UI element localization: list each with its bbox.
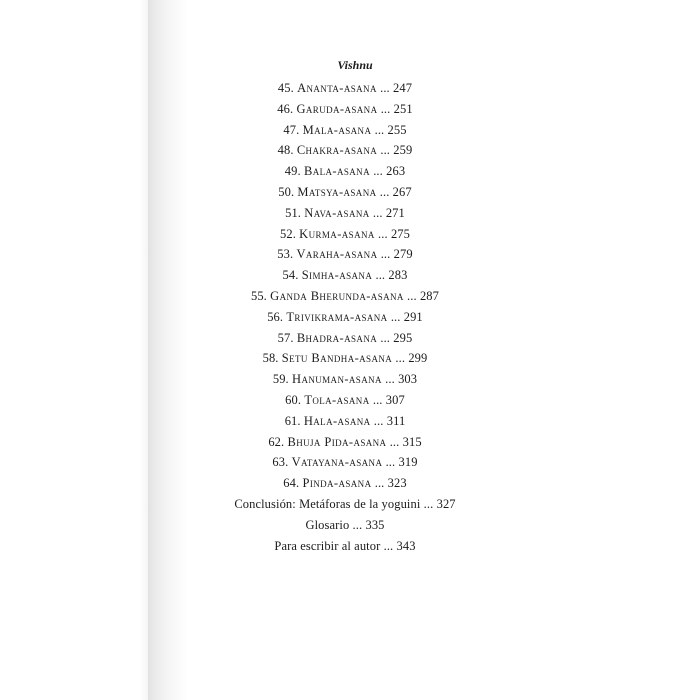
toc-entries bbox=[170, 78, 520, 494]
entry-page: 267 bbox=[392, 184, 412, 199]
entry-title: Chakra-asana bbox=[296, 143, 378, 158]
toc-back-matter-entry bbox=[170, 515, 520, 536]
toc-back-matter bbox=[170, 494, 520, 556]
entry-page: 295 bbox=[393, 330, 413, 345]
entry-title: Ananta-asana bbox=[297, 81, 377, 95]
entry-page: 343 bbox=[396, 538, 416, 553]
toc-entry bbox=[170, 369, 520, 390]
entry-separator: ... bbox=[373, 164, 383, 179]
entry-number: 56. bbox=[267, 309, 284, 324]
entry-page: 251 bbox=[393, 101, 413, 116]
toc-entry bbox=[170, 432, 520, 453]
entry-number: 60. bbox=[285, 392, 302, 407]
toc-entry bbox=[170, 328, 520, 349]
entry-separator: ... bbox=[385, 372, 395, 387]
entry-separator: ... bbox=[407, 288, 417, 303]
toc-entry bbox=[170, 411, 520, 432]
entry-number: 63. bbox=[272, 455, 289, 470]
entry-page: 299 bbox=[408, 351, 428, 366]
entry-number: 48. bbox=[277, 143, 294, 158]
entry-separator: ... bbox=[395, 351, 406, 366]
entry-page: 327 bbox=[436, 496, 456, 511]
entry-separator: ... bbox=[352, 517, 363, 532]
toc-entry bbox=[170, 120, 520, 141]
entry-page: 271 bbox=[385, 205, 405, 220]
entry-number: 52. bbox=[280, 226, 296, 241]
toc-entry bbox=[170, 244, 520, 265]
toc-entry bbox=[170, 182, 520, 203]
toc-entry bbox=[170, 140, 520, 161]
entry-number: 55. bbox=[250, 288, 267, 303]
entry-title: Trivikrama-asana bbox=[286, 309, 388, 324]
entry-separator: ... bbox=[372, 205, 383, 220]
entry-separator: ... bbox=[389, 434, 400, 449]
entry-separator: ... bbox=[380, 143, 391, 158]
entry-title: Tola-asana bbox=[304, 392, 370, 407]
entry-page: 311 bbox=[386, 413, 406, 428]
entry-separator: ... bbox=[374, 476, 385, 491]
toc-back-matter-entry bbox=[170, 536, 520, 557]
entry-page: 247 bbox=[393, 81, 413, 95]
entry-page: 291 bbox=[403, 309, 423, 324]
entry-page: 275 bbox=[390, 226, 410, 241]
entry-separator: ... bbox=[380, 101, 391, 116]
entry-number: 64. bbox=[283, 476, 300, 491]
entry-number: 45. bbox=[277, 81, 294, 95]
entry-title: Glosario bbox=[305, 517, 350, 532]
entry-title: Setu Bandha-asana bbox=[281, 351, 393, 366]
entry-page: 335 bbox=[365, 517, 385, 532]
toc-entry bbox=[170, 348, 520, 369]
entry-title: Ganda Bherunda-asana bbox=[270, 288, 404, 303]
entry-separator: ... bbox=[380, 247, 391, 262]
entry-page: 303 bbox=[398, 372, 418, 387]
entry-title: Conclusión: Metáforas de la yoguini bbox=[234, 496, 421, 511]
entry-page: 315 bbox=[402, 434, 422, 449]
toc-entry bbox=[170, 473, 520, 494]
entry-title: Mala-asana bbox=[302, 122, 372, 137]
entry-title: Varaha-asana bbox=[296, 247, 378, 262]
entry-title: Matsya-asana bbox=[297, 184, 377, 199]
entry-title: Pinda-asana bbox=[302, 476, 372, 491]
table-of-contents bbox=[170, 58, 520, 556]
toc-entry bbox=[170, 307, 520, 328]
entry-page: 259 bbox=[393, 143, 413, 158]
toc-entry bbox=[170, 286, 520, 307]
toc-entry bbox=[170, 161, 520, 182]
entry-separator: ... bbox=[380, 330, 391, 345]
entry-page: 319 bbox=[398, 455, 418, 470]
entry-number: 49. bbox=[284, 164, 301, 179]
entry-number: 54. bbox=[282, 268, 299, 283]
entry-title: Bhuja Pida-asana bbox=[287, 434, 387, 449]
entry-separator: ... bbox=[385, 455, 396, 470]
entry-number: 47. bbox=[283, 122, 300, 137]
entry-number: 50. bbox=[278, 184, 295, 199]
entry-separator: ... bbox=[379, 184, 390, 199]
toc-entry bbox=[170, 203, 520, 224]
toc-entry bbox=[170, 99, 520, 120]
entry-number: 53. bbox=[277, 247, 294, 262]
entry-separator: ... bbox=[378, 226, 388, 241]
entry-separator: ... bbox=[383, 538, 394, 553]
entry-title: Kurma-asana bbox=[299, 226, 375, 241]
entry-separator: ... bbox=[380, 81, 390, 95]
toc-entry bbox=[170, 265, 520, 286]
entry-page: 287 bbox=[419, 288, 440, 303]
toc-entry bbox=[170, 78, 520, 99]
section-heading: Vishnu bbox=[337, 58, 373, 72]
entry-separator: ... bbox=[423, 496, 434, 511]
entry-title: Hala-asana bbox=[303, 413, 371, 428]
entry-title: Para escribir al autor bbox=[274, 538, 381, 553]
entry-number: 61. bbox=[284, 413, 301, 428]
entry-page: 283 bbox=[388, 268, 408, 283]
entry-title: Nava-asana bbox=[304, 205, 370, 220]
entry-title: Bhadra-asana bbox=[296, 330, 378, 345]
entry-page: 255 bbox=[387, 122, 407, 137]
entry-page: 323 bbox=[387, 476, 407, 491]
toc-entry bbox=[170, 224, 520, 245]
toc-entry bbox=[170, 390, 520, 411]
entry-number: 62. bbox=[268, 434, 285, 449]
entry-number: 51. bbox=[285, 205, 302, 220]
entry-number: 46. bbox=[277, 101, 294, 116]
entry-separator: ... bbox=[372, 392, 383, 407]
entry-page: 263 bbox=[386, 164, 406, 179]
entry-title: Vatayana-asana bbox=[291, 455, 383, 470]
entry-title: Bala-asana bbox=[303, 164, 370, 179]
entry-page: 307 bbox=[385, 392, 405, 407]
entry-separator: ... bbox=[375, 268, 386, 283]
entry-number: 58. bbox=[262, 351, 279, 366]
entry-number: 57. bbox=[277, 330, 294, 345]
entry-number: 59. bbox=[272, 372, 289, 387]
entry-separator: ... bbox=[374, 122, 385, 137]
toc-entry bbox=[170, 452, 520, 473]
entry-separator: ... bbox=[390, 309, 401, 324]
entry-title: Hanuman-asana bbox=[292, 372, 382, 387]
entry-page: 279 bbox=[393, 247, 413, 262]
entry-separator: ... bbox=[373, 413, 384, 428]
entry-title: Garuda-asana bbox=[296, 101, 378, 116]
toc-back-matter-entry bbox=[170, 494, 520, 515]
entry-title: Simha-asana bbox=[301, 268, 373, 283]
